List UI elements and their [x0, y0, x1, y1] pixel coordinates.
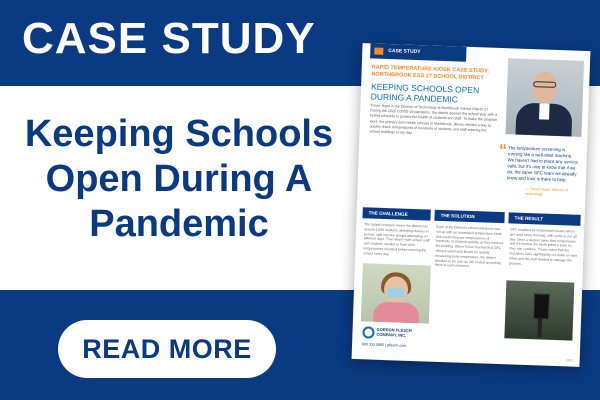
quote-mark-icon: “ — [498, 141, 508, 160]
logo-text: GORDON FLESCH COMPANY, INC. — [376, 326, 412, 338]
hero-label: CASE STUDY — [22, 14, 316, 63]
document-quote: The temperature screening is running like a well-oiled machine. We haven't had to place any service calls, but it's nice to know that if we do, the same GFC team we already know and trust is there to help. — [506, 145, 578, 183]
challenge-text: The hybrid schedule meant the district has around 1,600 students attending classes in person, split into two groups alternating on different days. That meant each school staff and students needed to have their temperatures checked before entering the school every day. — [363, 222, 430, 256]
glasses-icon — [533, 81, 556, 88]
kiosk-stand — [537, 317, 542, 337]
case-study-tab-icon — [374, 48, 383, 55]
result-text: GFC installed 16 temperature kiosks which get used every morning, with some to run all day. Once a student takes their temperature and it's normal, the kiosk prints a pass so they can continue. Trevor notes that the machines have significantly cut down on wait times and the staff needed to manage the process. — [508, 227, 577, 266]
page-number: GFC — [566, 358, 574, 363]
footer-contact: 800.333.5905 | gflesch.com — [362, 342, 407, 348]
document-eyebrow: RAPID TEMPERATURE KIOSK CASE STUDY: NORTHBROOK ESD 27 SCHOOL DISTRICT — [371, 64, 490, 82]
solution-text: Each of the District's school entrances was set up with an automated temperature kiosk that could measure temperatures of hundreds of students quickly as they entered the building. When Trevor learned that GFC offered automated kiosks for quickly measuring body temperature, the district decided to set one up. We ended up putting them at each entrance. — [434, 224, 504, 269]
face-mask-icon — [387, 288, 405, 298]
document-tab-label: CASE STUDY — [388, 48, 421, 56]
kiosk-photo — [504, 280, 574, 340]
challenge-heading: THE CHALLENGE — [362, 207, 430, 220]
student-body — [373, 302, 420, 324]
gordon-flesch-logo — [362, 325, 416, 341]
document-title: KEEPING SCHOOLS OPEN DURING A PANDEMIC — [370, 81, 480, 105]
solution-heading: THE SOLUTION — [434, 210, 504, 223]
director-photo — [505, 58, 584, 137]
student-photo — [361, 263, 431, 323]
kiosk-screen-icon — [533, 293, 550, 320]
result-heading: THE RESULT — [508, 212, 580, 226]
gordon-flesch-logo-icon — [362, 326, 374, 338]
document-intro: Trevor Hope is the Director of Technology at Northbrook School District 27. During the 2020 COVID-19 pandemic, the district opened the school year with a hybrid schedule to protect the health of students and staff. To make the program work, the primary and middle schools in Northbrook, Illinois needed a way to quickly check temperatures of hundreds of students and staff entering the school buildings every day. — [369, 103, 498, 135]
case-study-document-preview[interactable] — [352, 43, 591, 367]
document-page — [352, 43, 591, 367]
read-more-button[interactable]: READ MORE — [58, 320, 276, 378]
hero-headline: Keeping Schools Open During A Pandemic — [24, 113, 334, 245]
document-tab — [370, 43, 466, 61]
quote-attribution: — Trevor Hope, director of technology — [525, 186, 568, 197]
director-collar — [539, 103, 550, 119]
